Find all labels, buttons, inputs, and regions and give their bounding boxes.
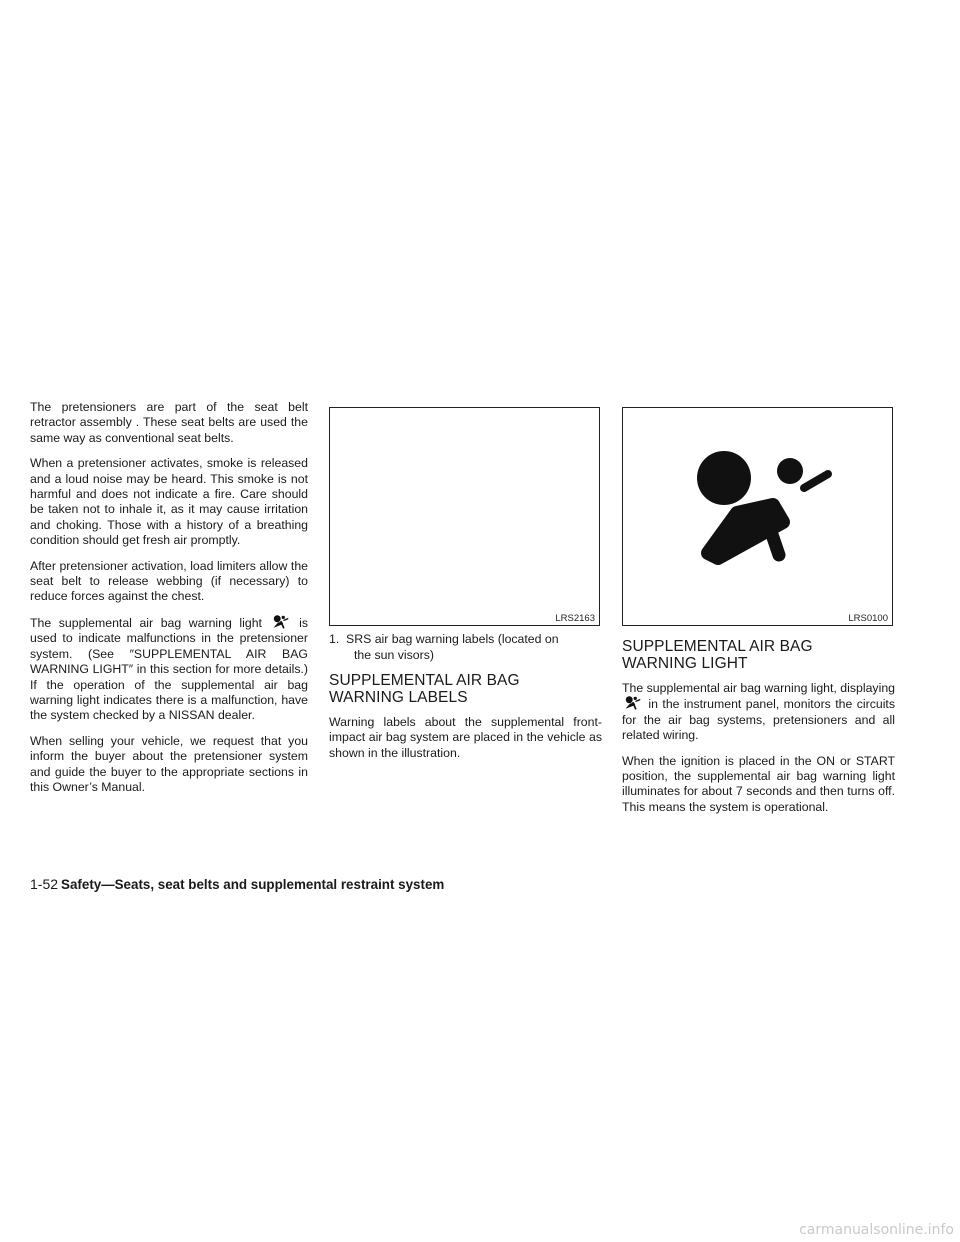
section-title: Safety—Seats, seat belts and supplemental restraint system xyxy=(61,877,445,892)
paragraph: Warning labels about the supplemental front-impact air bag system are placed in the vehicle as shown in the illustration. xyxy=(329,715,602,760)
warning-light-figure xyxy=(622,407,893,626)
paragraph: After pretensioner activation, load limiters allow the seat belt to release webbing (if necessary) to reduce forces against the chest. xyxy=(30,558,308,604)
section-heading xyxy=(622,638,895,672)
paragraph: When a pretensioner activates, smoke is released and a loud noise may be heard. This smoke is not harmful and does not indicate a fire. Care should be taken not to inhale it, as it may cause irritation and choking. Those with a history of a breathing condition should get fresh air promptly. xyxy=(30,456,308,548)
paragraph-text: is used to indicate malfunctions in the pretensioner system. (See ″SUPPLEMENTAL AIR BAG WARNING LIGHT″ in this section for more details.) If the operation of the supplemental air bag warning light indicates there is a malfunction, have the system checked by a NISSAN dealer. xyxy=(30,615,309,723)
caption-number: 1. xyxy=(329,632,340,646)
airbag-warning-icon xyxy=(624,696,642,711)
caption-line: SRS air bag warning labels (located on xyxy=(346,632,559,646)
paragraph: When the ignition is placed in the ON or START position, the supplemental air bag warning light illuminates for about 7 seconds and then turns off. This means the system is operational. xyxy=(622,753,895,814)
airbag-warning-icon xyxy=(623,408,894,627)
paragraph-text: The supplemental air bag warning light xyxy=(30,615,262,630)
warning-labels-figure xyxy=(329,407,600,626)
figure-code: LRS0100 xyxy=(848,613,888,624)
caption-line: the sun visors) xyxy=(354,648,434,662)
paragraph-text: in the instrument panel, monitors the circuits for the air bag systems, pretensioners and all related wiring. xyxy=(622,697,895,743)
heading-line: SUPPLEMENTAL AIR BAG xyxy=(622,638,813,655)
watermark: carmanualsonline.info xyxy=(799,1222,954,1238)
left-column xyxy=(30,400,308,805)
paragraph: When selling your vehicle, we request that you inform the buyer about the pretensioner system and guide the buyer to the appropriate sections in this Owner’s Manual. xyxy=(30,733,308,794)
section-heading xyxy=(329,672,602,706)
figure-caption xyxy=(329,631,602,663)
page-footer xyxy=(30,876,444,893)
heading-line: WARNING LABELS xyxy=(329,689,468,706)
middle-column xyxy=(329,400,602,771)
paragraph xyxy=(30,615,308,724)
page-number: 1-52 xyxy=(30,876,59,892)
heading-line: SUPPLEMENTAL AIR BAG xyxy=(329,672,520,689)
paragraph: The pretensioners are part of the seat belt retractor assembly . These seat belts are used the same way as conventional seat belts. xyxy=(30,400,308,445)
paragraph-text: The supplemental air bag warning light, displaying xyxy=(622,681,895,695)
right-column xyxy=(622,400,895,825)
airbag-warning-icon xyxy=(272,615,290,630)
paragraph xyxy=(622,681,895,744)
heading-line: WARNING LIGHT xyxy=(622,655,748,672)
figure-code: LRS2163 xyxy=(555,613,595,624)
